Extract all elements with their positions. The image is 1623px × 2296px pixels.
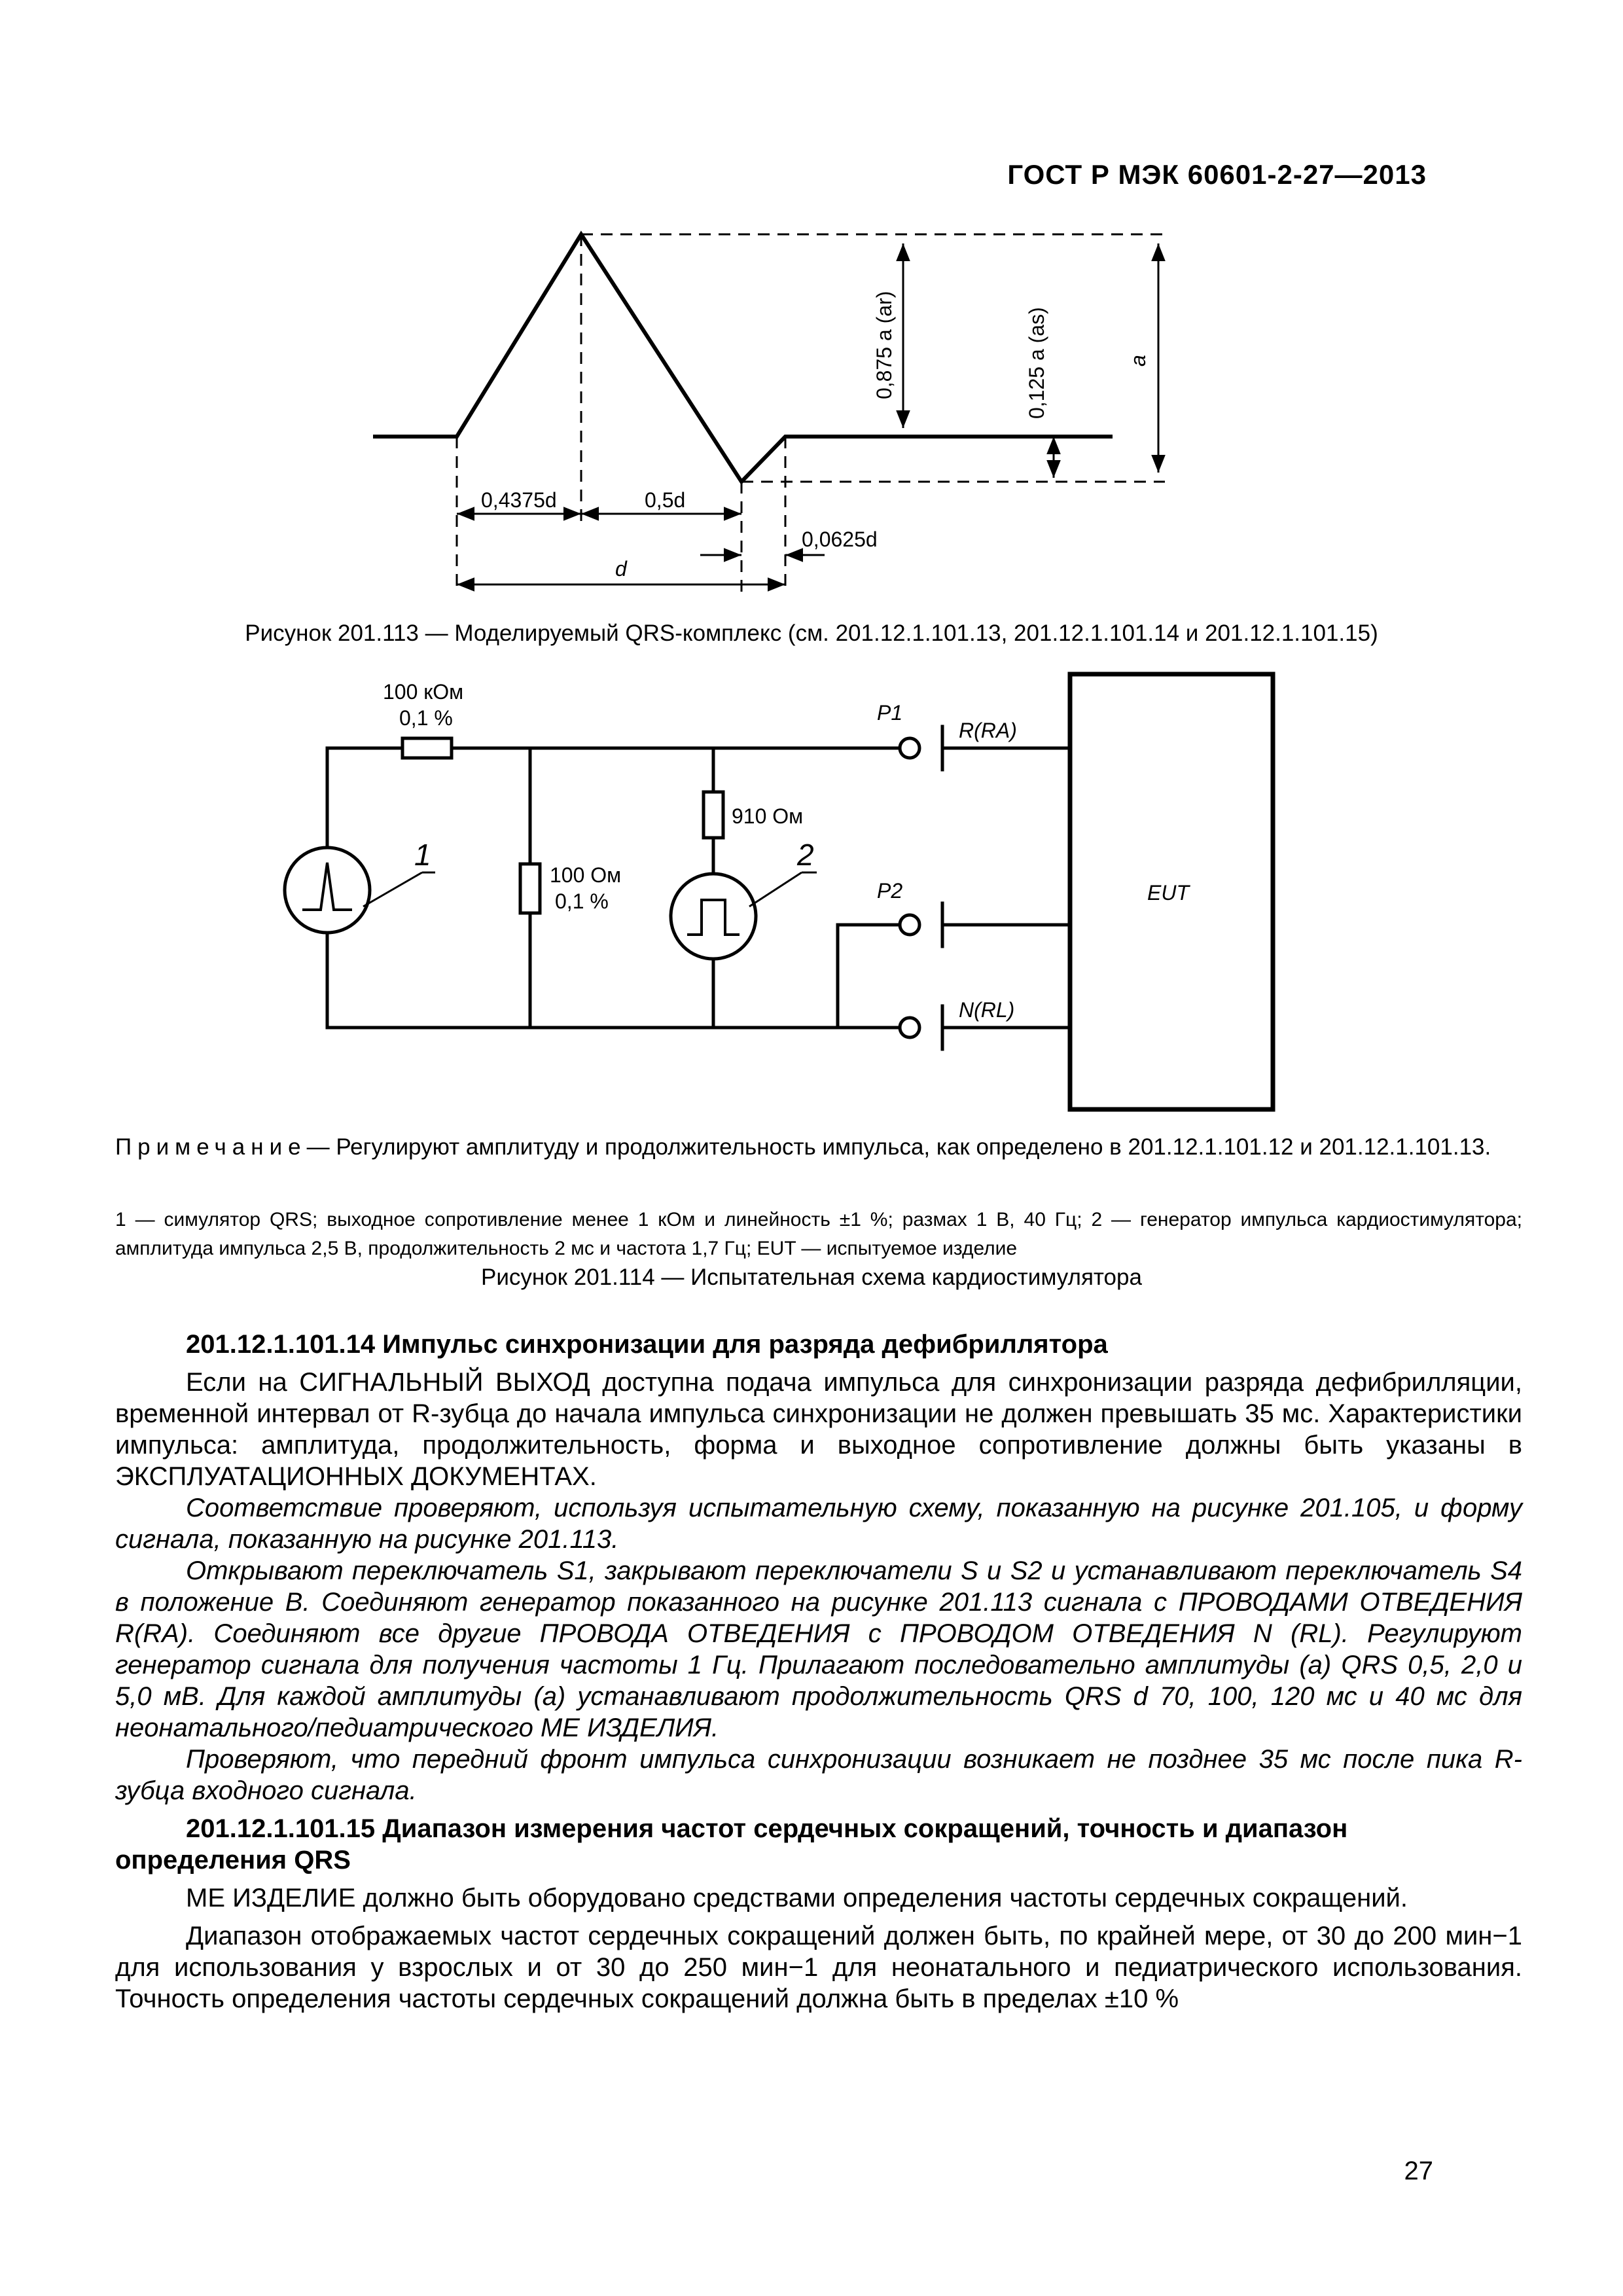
figure-114-note [115, 1131, 1522, 1164]
dim-label-0-4375d: 0,4375d [481, 488, 557, 512]
label-1: 1 [414, 838, 431, 872]
dim-label-ar: 0,875 a (ar) [872, 291, 896, 399]
section-14-paragraph-4: Проверяют, что передний фронт импульса синхронизации возникает не позднее 35 мс после пика R-зубца входного сигнала. [115, 1745, 1522, 1805]
label-100-ohm-tol: 0,1 % [555, 889, 609, 913]
qrs-simulator-source [285, 848, 370, 933]
figure-113-caption: Рисунок 201.113 — Моделируемый QRS-комплекс (см. 201.12.1.101.13, 201.12.1.101.14 и 201.12.1.101.15) [245, 620, 1378, 646]
section-15-paragraph-2: Диапазон отображаемых частот сердечных сокращений должен быть, по крайней мере, от 30 до 200 мин−1 для использования у взрослых и от 30 до 250 мин−1 для неонатального и педиатрического использования. Точность определения частоты сердечных сокращений должна быть в пределах ±10 % [115, 1922, 1522, 2013]
label-p2: P2 [877, 879, 903, 903]
dim-label-d: d [615, 557, 627, 581]
section-14-paragraph-3: Открывают переключатель S1, закрывают переключатели S и S2 и устанавливают переключатель S4 в положение B. Соединяют генератор показанного на рисунке 201.113 сигнала с ПРОВОДАМИ ОТВЕДЕНИЯ R(RA). Соединяют все другие ПРОВОДА ОТВЕДЕНИЯ с ПРОВОДОМ ОТВЕДЕНИЯ N (RL). Регулируют генератор сигнала для получения частоты 1 Гц. Прилагают последовательно амплитуды (a) QRS 0,5, 2,0 и 5,0 мВ. Для каждой амплитуды (a) устанавливают продолжительность QRS d 70, 100, 120 мс и 40 мс для неонатального/педиатрического МЕ ИЗДЕЛИЯ. [115, 1556, 1522, 1742]
section-14-paragraph-2: Соответствие проверяют, используя испытательную схему, показанную на рисунке 201.105, и форму сигнала, показанную на рисунке 201.113. [115, 1494, 1522, 1554]
label-100-ohm: 100 Ом [550, 863, 622, 887]
resistor-100-ohm [520, 864, 540, 913]
section-15-paragraph-1: МЕ ИЗДЕЛИЕ должно быть оборудовано средствами определения частоты сердечных сокращений. [186, 1884, 1408, 1912]
resistor-100k [402, 738, 452, 758]
dim-label-0-0625d: 0,0625d [802, 528, 878, 551]
label-100-kohm-tol: 0,1 % [399, 706, 453, 730]
page-number: 27 [1404, 2157, 1433, 2185]
pacemaker-test-circuit [0, 0, 1623, 1126]
label-ra: R(RA) [959, 719, 1017, 742]
document-header: ГОСТ Р МЭК 60601-2-27—2013 [1007, 159, 1427, 190]
note-text: — Регулируют амплитуду и продолжительность импульса, как определено в 201.12.1.101.12 и 201.12.1.101.13. [306, 1134, 1491, 1160]
terminals [900, 738, 919, 1037]
label-910-ohm: 910 Ом [732, 804, 804, 828]
figure-114-legend: 1 — симулятор QRS; выходное сопротивление менее 1 кОм и линейность ±1 %; размах 1 В, 40 Гц; 2 — генератор импульса кардиостимулятора; амплитуда импульса 2,5 В, продолжительность 2 мс и частота 1,7 Гц; EUT — испытуемое изделие [115, 1209, 1522, 1259]
figure-114-caption: Рисунок 201.114 — Испытательная схема кардиостимулятора [481, 1265, 1142, 1290]
label-rl: N(RL) [959, 998, 1015, 1022]
dim-label-as: 0,125 a (as) [1025, 307, 1048, 419]
label-p1: P1 [877, 701, 903, 725]
dim-label-0-5d: 0,5d [645, 488, 686, 512]
section-14-paragraph-1: Если на СИГНАЛЬНЫЙ ВЫХОД доступна подача импульса для синхронизации разряда дефибрилляции, временной интервал от R-зубца до начала импульса синхронизации не должен превышать 35 мс. Характеристики импульса: амплитуда, продолжительность, форма и выходное сопротивление должны быть указаны в ЭКСПЛУАТАЦИОННЫХ ДОКУМЕНТАХ. [115, 1368, 1522, 1491]
note-label: Примечание [115, 1134, 307, 1160]
section-201-12-1-101-15-title: 201.12.1.101.15 Диапазон измерения частот сердечных сокращений, точность и диапазон определения QRS [115, 1814, 1348, 1874]
dim-label-a: a [1126, 355, 1150, 367]
label-2: 2 [797, 838, 814, 872]
body-text [115, 1329, 1522, 2015]
section-201-12-1-101-14-title: 201.12.1.101.14 Импульс синхронизации для разряда дефибриллятора [186, 1330, 1108, 1359]
resistor-910-ohm [704, 792, 723, 838]
pacemaker-pulse-generator [671, 874, 756, 959]
label-100-kohm: 100 кОм [383, 680, 464, 704]
label-eut: EUT [1147, 881, 1189, 905]
